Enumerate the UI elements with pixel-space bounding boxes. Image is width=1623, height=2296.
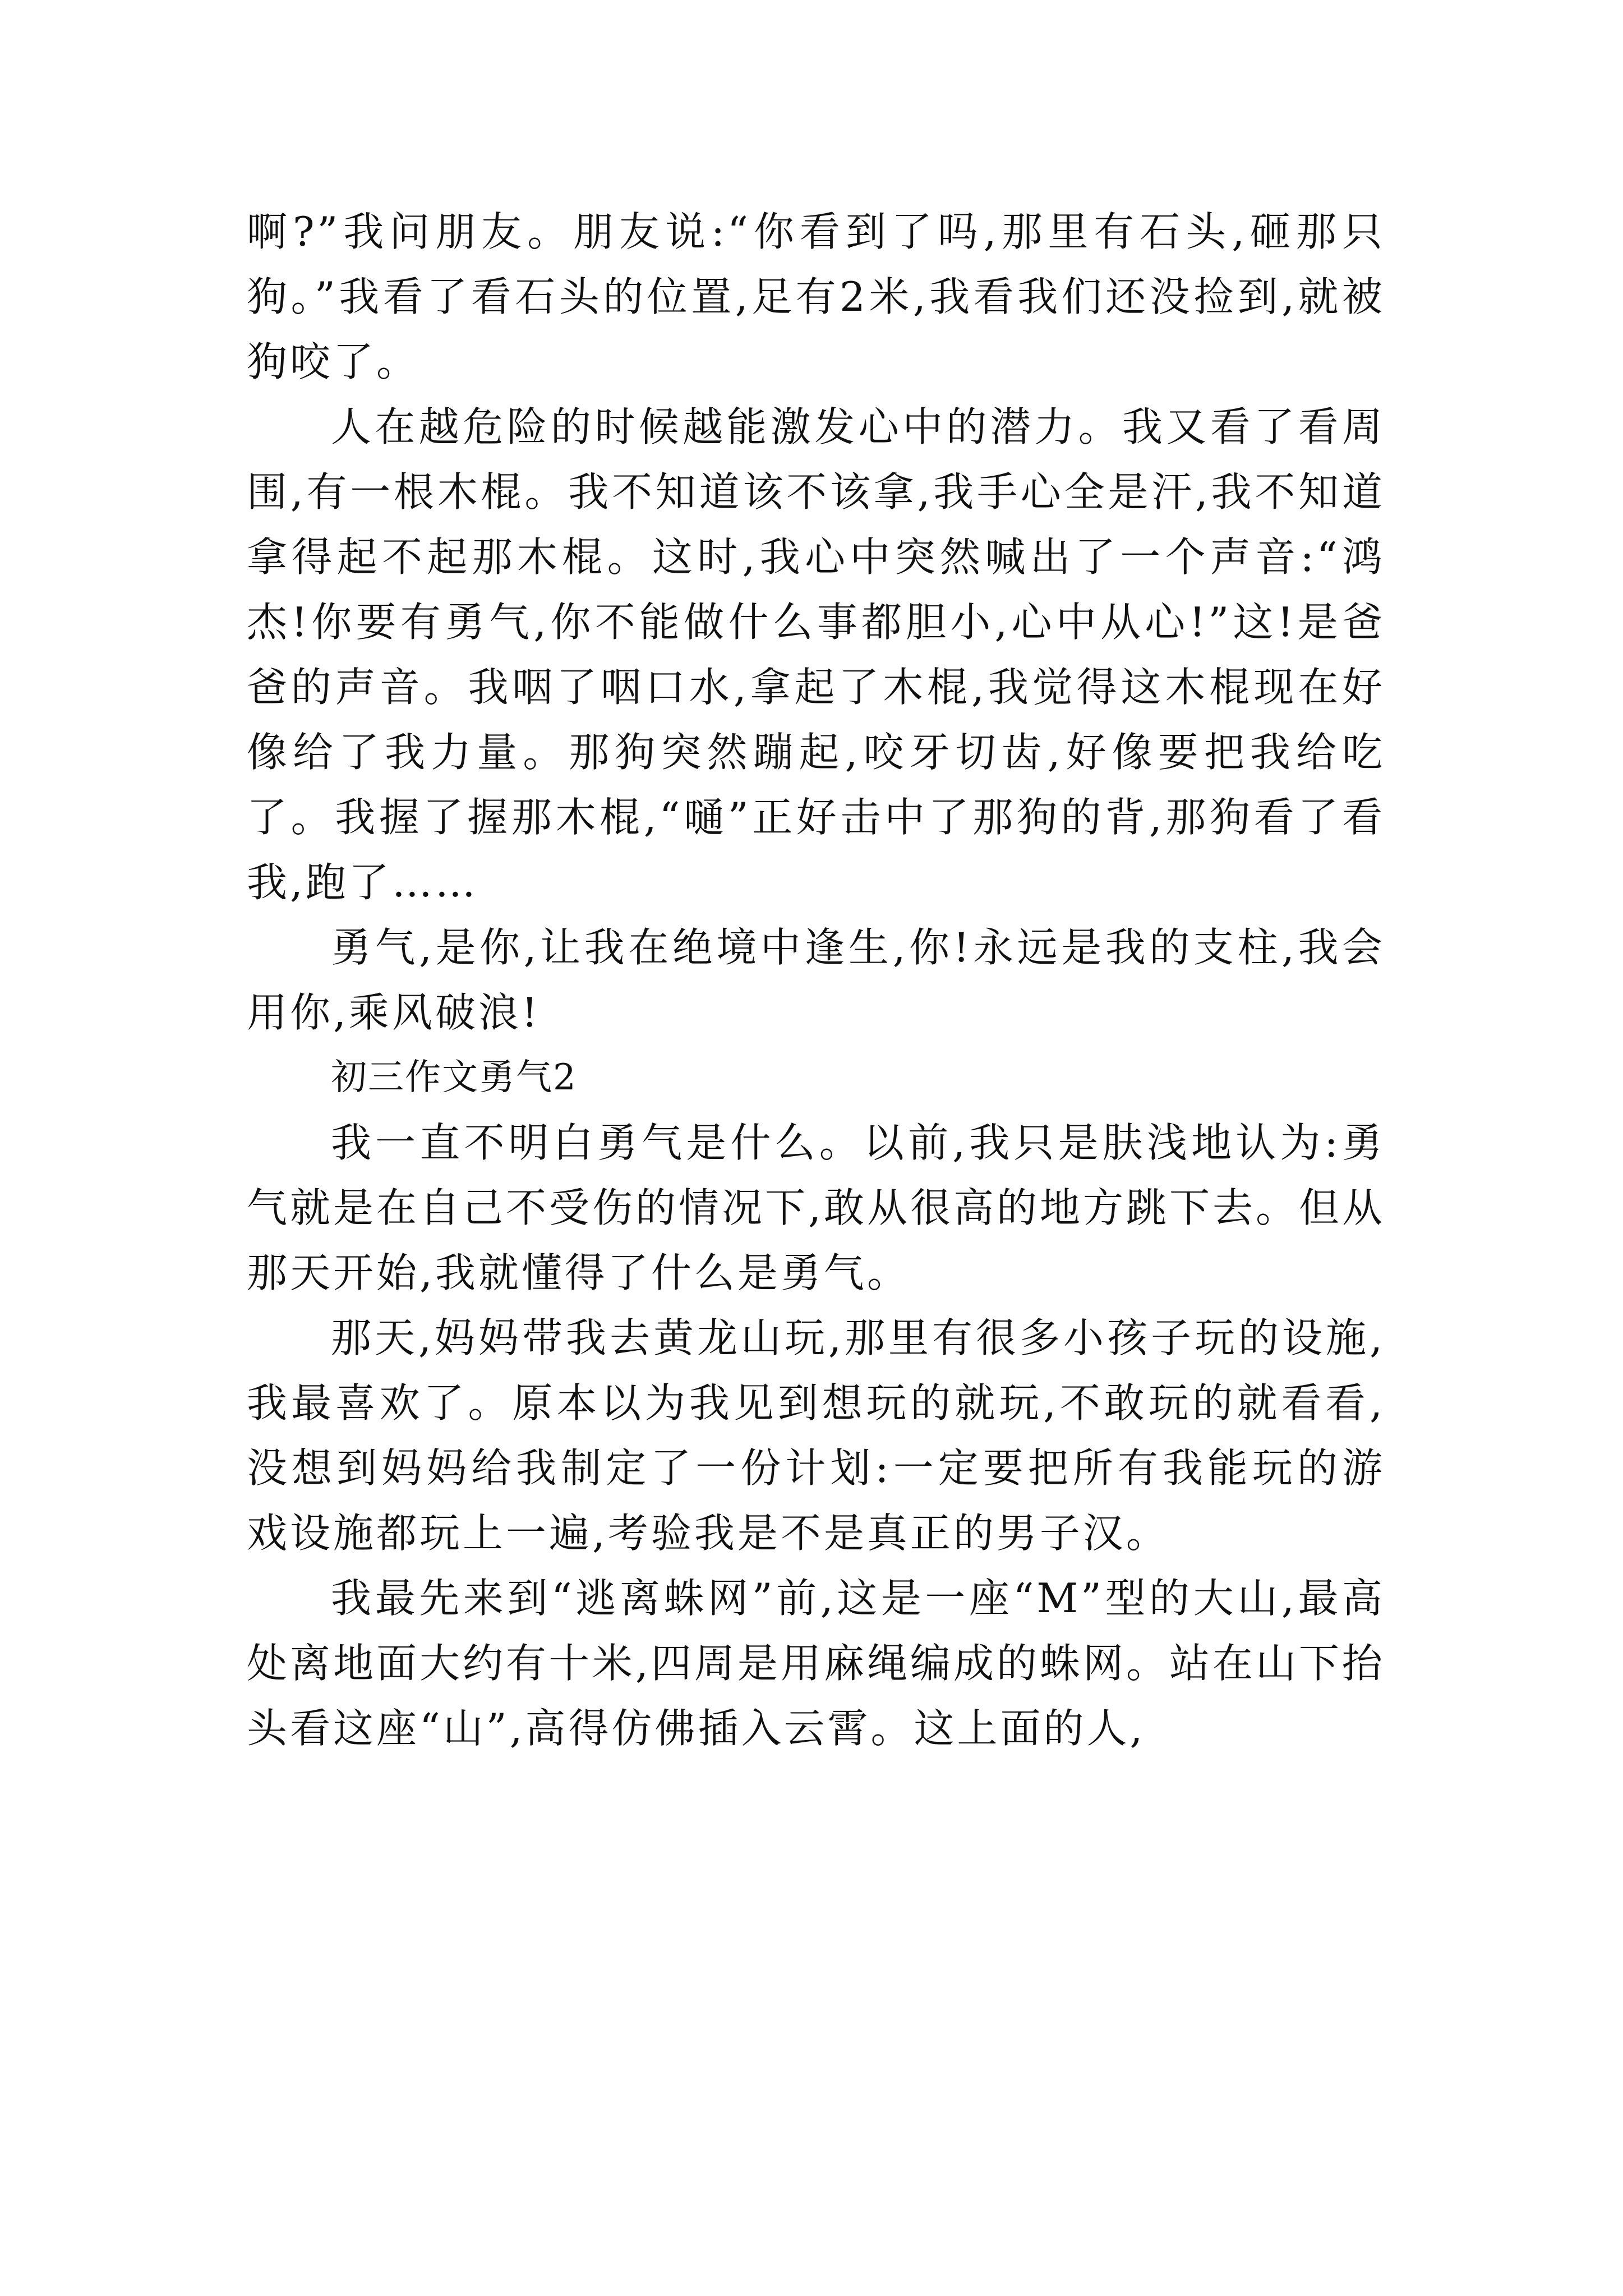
- paragraph-courage-pillar: 勇气,是你,让我在绝境中逢生,你!永远是我的支柱,我会用你,乘风破浪!: [247, 924, 1385, 1036]
- paragraph-spider-web: 我最先来到“逃离蛛网”前,这是一座“M”型的大山,最高处离地面大约有十米,四周是用麻绳编成的蛛网。站在山下抬头看这座“山”,高得仿佛插入云霄。这上面的人,: [247, 1575, 1385, 1752]
- document-body: [247, 199, 1385, 1761]
- paragraph-understanding-courage: 我一直不明白勇气是什么。以前,我只是肤浅地认为:勇气就是在自己不受伤的情况下,敢从很高的地方跳下去。但从那天开始,我就懂得了什么是勇气。: [247, 1119, 1385, 1296]
- paragraph-courage-stick: 人在越危险的时候越能激发心中的潜力。我又看了看周围,有一根木棍。我不知道该不该拿,我手心全是汗,我不知道拿得起不起那木棍。这时,我心中突然喊出了一个声音:“鸿杰!你要有勇气,你不能做什么事都胆小,心中从心!”这!是爸爸的声音。我咽了咽口水,拿起了木棍,我觉得这木棍现在好像给了我力量。那狗突然蹦起,咬牙切齿,好像要把我给吃了。我握了握那木棍,“嗵”正好击中了那狗的背,那狗看了看我,跑了……: [247, 403, 1385, 906]
- essay-heading: 初三作文勇气2: [331, 1057, 577, 1098]
- paragraph-huanglong-mountain: 那天,妈妈带我去黄龙山玩,那里有很多小孩子玩的设施,我最喜欢了。原本以为我见到想玩的就玩,不敢玩的就看看,没想到妈妈给我制定了一份计划:一定要把所有我能玩的游戏设施都玩上一遍,考验我是不是真正的男子汉。: [247, 1314, 1385, 1557]
- paragraph-continuation: 啊?”我问朋友。朋友说:“你看到了吗,那里有石头,砸那只狗。”我看了看石头的位置,足有2米,我看我们还没捡到,就被狗咬了。: [247, 208, 1385, 385]
